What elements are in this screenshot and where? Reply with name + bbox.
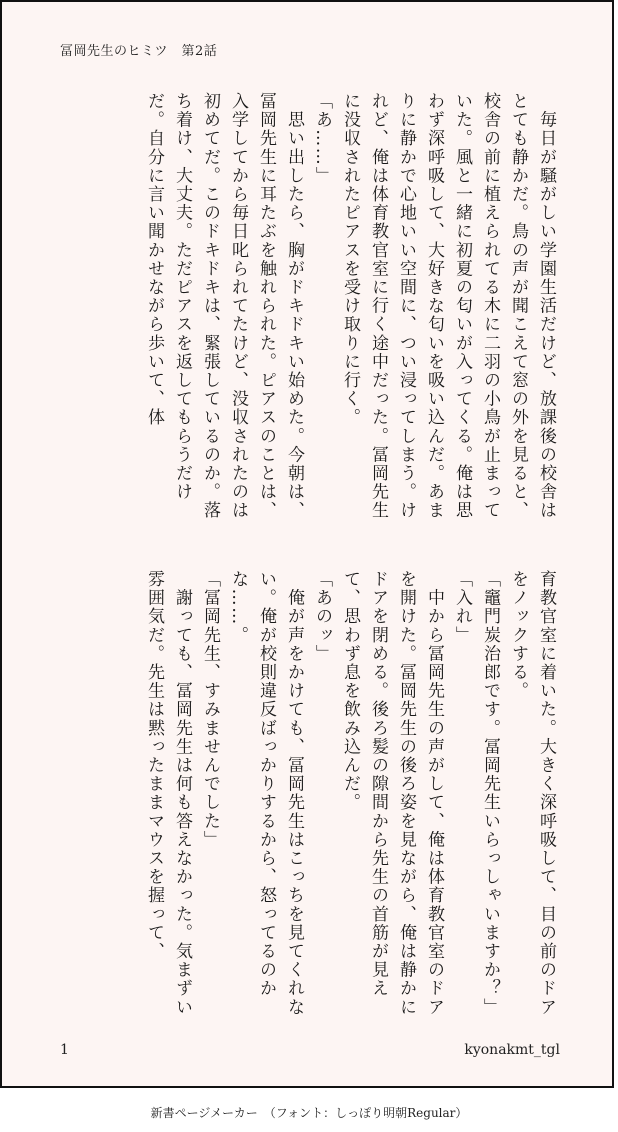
page-header-title: 冨岡先生のヒミツ 第2話 — [60, 44, 218, 59]
paragraph: 毎日が騒がしい学園生活だけど、放課後の校舎はとても静かだ。鳥の声が聞こえて窓の外を見ると、校舎の前に植えられてる木に二羽の小鳥が止まっていた。風と一緒に初夏の匂いが入ってくる。俺は思わず深呼吸して、大好きな匂いを吸い込んだ。あまりに静かで心地いい空間に、つい浸ってしまう。けれど、俺は体育教官室に行く途中だった。冨岡先生に没収されたピアスを受け取りに行く。 — [340, 92, 556, 520]
paragraph: 謝っても、冨岡先生は何も答えなかった。気まずい雰囲気だ。先生は黙ったままマウスを握って、 — [144, 570, 192, 1017]
author-handle: kyonakmt_tgl — [464, 1042, 560, 1058]
paragraph: 俺が声をかけても、冨岡先生はこっちを見てくれない。俺が校則違反ばっかりするから、怒ってるのかな……。 — [228, 570, 304, 1017]
paragraph: 中から冨岡先生の声がして、俺は体育教官室のドアを開けた。冨岡先生の後ろ姿を見ながら、俺は静かにドアを閉める。後ろ髪の隙間から先生の首筋が見えて、思わず息を飲み込んだ。 — [340, 570, 444, 1017]
footer-credit: 新書ページメーカー （フォント：しっぽり明朝Regular） — [150, 1106, 468, 1120]
paragraph: 「あのッ」 — [312, 570, 332, 663]
text-block-top — [40, 92, 560, 532]
paragraph: 「あ……」 — [312, 92, 332, 185]
paragraph: 「冨岡先生、すみませんでした」 — [200, 570, 220, 849]
paragraph: 「竈門炭治郎です。冨岡先生いらっしゃいますか？」 — [480, 570, 500, 1017]
page-number: 1 — [60, 1042, 69, 1058]
text-block-bottom — [40, 570, 560, 1020]
paragraph: 育教官室に着いた。大きく深呼吸して、目の前のドアをノックする。 — [508, 570, 556, 1017]
paragraph: 「入れ」 — [452, 570, 472, 645]
paragraph: 思い出したら、胸がドキドキい始めた。今朝は、冨岡先生に耳たぶを触れられた。ピアスのことは、入学してから毎日叱られてたけど、没収されたのは初めてだ。このドキドキは、緊張しているのか。落ち着け、大丈夫。ただピアスを返してもらうだけだ。自分に言い聞かせながら歩いて、体 — [144, 92, 304, 520]
